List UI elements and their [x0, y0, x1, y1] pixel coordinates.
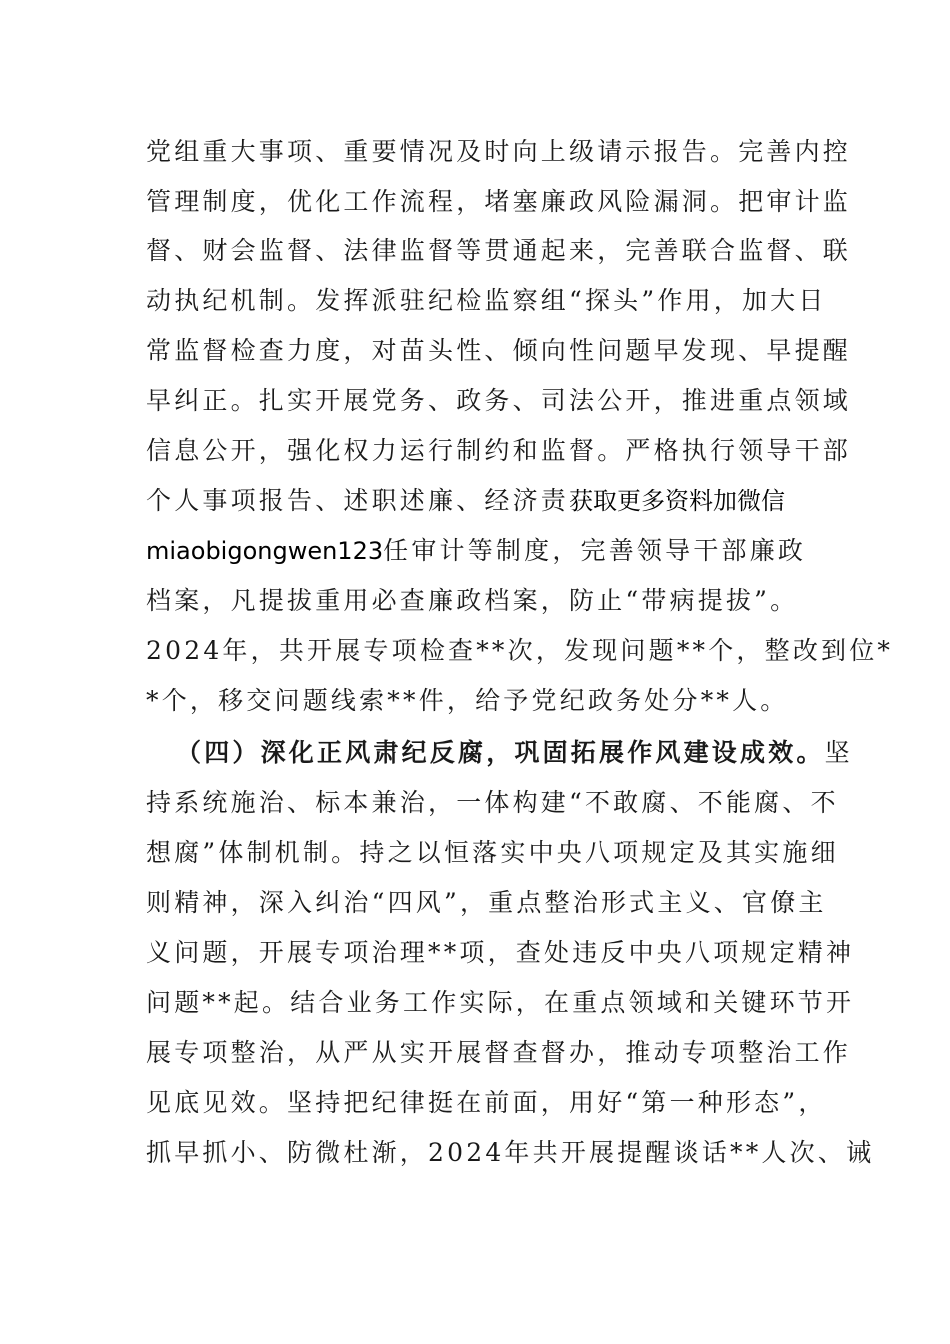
body-text-line: 督、财会监督、法律监督等贯通起来，完善联合监督、联	[146, 236, 852, 265]
body-text-line: 管理制度，优化工作流程，堵塞廉政风险漏洞。把审计监	[146, 187, 852, 216]
section-heading-line	[176, 738, 853, 768]
body-text-line: 信息公开，强化权力运行制约和监督。严格执行领导干部	[146, 436, 852, 465]
body-text-line: 义问题，开展专项治理**项，查处违反中央八项规定精神	[146, 938, 855, 967]
body-text-line: 档案，凡提拔重用必查廉政档案，防止“带病提拔”。	[146, 586, 799, 615]
body-text-line: 早纠正。扎实开展党务、政务、司法公开，推进重点领域	[146, 386, 852, 415]
body-text-line: 想腐”体制机制。持之以恒落实中央八项规定及其实施细	[146, 838, 839, 867]
body-text-line	[146, 536, 806, 566]
body-text-line: 展专项整治，从严从实开展督查督办，推动专项整治工作	[146, 1038, 852, 1067]
body-text-segment: 坚	[824, 738, 853, 767]
body-text-line: 党组重大事项、重要情况及时向上级请示报告。完善内控	[146, 137, 852, 166]
body-text-line: 持系统施治、标本兼治，一体构建“不敢腐、不能腐、不	[146, 788, 839, 817]
body-text-line: *个，移交问题线索**件，给予党纪政务处分**人。	[146, 686, 789, 715]
body-text-segment: 任审计等制度，完善领导干部廉政	[383, 536, 807, 565]
body-text-line: 抓早抓小、防微杜渐，2024年共开展提醒谈话**人次、诫	[146, 1138, 875, 1167]
body-text-line: 见底见效。坚持把纪律挺在前面，用好“第一种形态”，	[146, 1088, 827, 1117]
body-text-segment: 个人事项报告、述职述廉、经济责	[146, 486, 570, 515]
watermark-text: miaobigongwen123	[146, 537, 384, 565]
body-text-line	[146, 486, 806, 516]
section-heading: （四）深化正风肃纪反腐，巩固拓展作风建设成效。	[176, 738, 825, 767]
body-text-line: 常监督检查力度，对苗头性、倾向性问题早发现、早提醒	[146, 336, 852, 365]
body-text-line: 2024年，共开展专项检查**次，发现问题**个，整改到位*	[146, 636, 894, 665]
body-text-line: 动执纪机制。发挥派驻纪检监察组“探头”作用，加大日	[146, 286, 827, 315]
body-text-line: 则精神，深入纠治“四风”，重点整治形式主义、官僚主	[146, 888, 827, 917]
body-text-line: 问题**起。结合业务工作实际，在重点领域和关键环节开	[146, 988, 855, 1017]
watermark-text: 获取更多资料加微信	[569, 487, 786, 515]
